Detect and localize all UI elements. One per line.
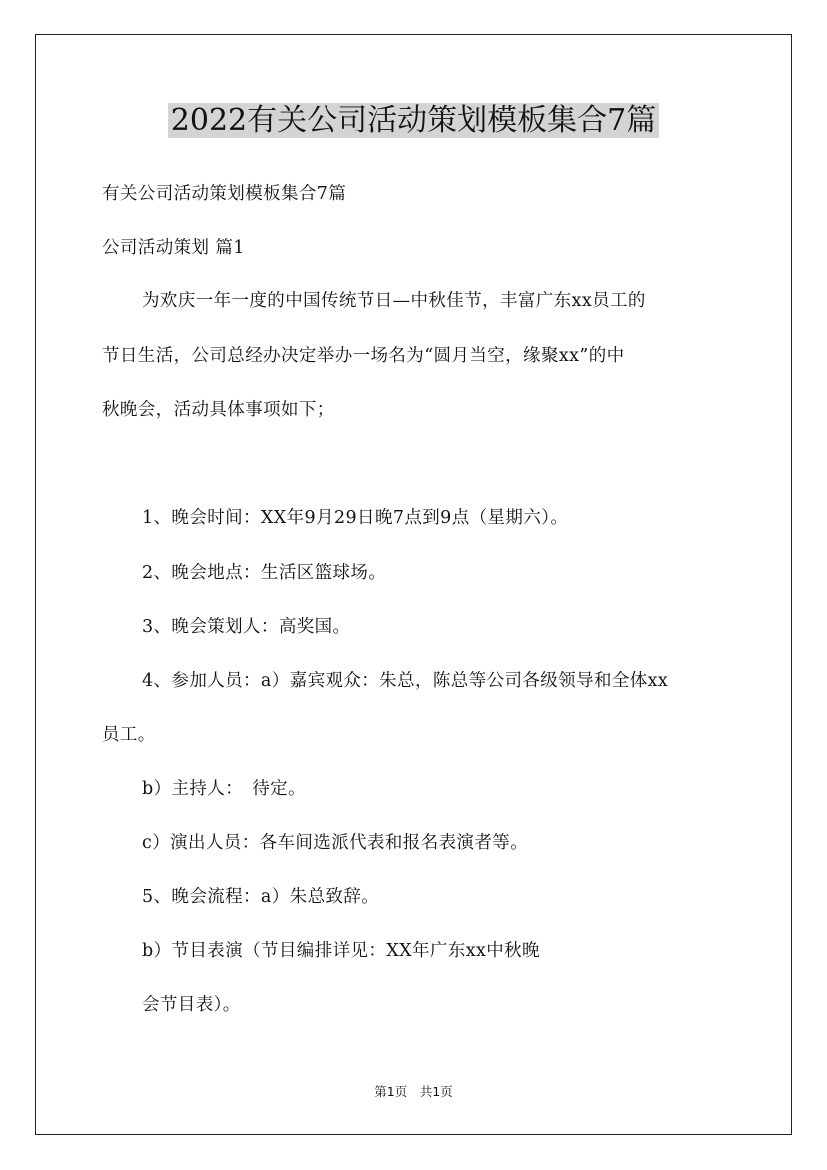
list-item: 2、晚会地点：生活区篮球场。: [142, 563, 387, 583]
list-item: 3、晚会策划人：高奖国。: [142, 617, 351, 637]
paragraph-line: 节日生活，公司总经办决定举办一场名为“圆月当空，缘聚xx”的中: [102, 346, 625, 366]
paragraph-line: 秋晚会，活动具体事项如下；: [102, 400, 335, 420]
subtitle-line: 有关公司活动策划模板集合7篇: [102, 184, 347, 204]
list-item: c）演出人员：各车间选派代表和报名表演者等。: [142, 833, 529, 853]
list-item: b）主持人： 待定。: [142, 779, 306, 799]
list-item: 1、晚会时间：XX年9月29日晚7点到9点（星期六）。: [142, 508, 569, 528]
document-title: [0, 100, 827, 142]
list-item-continuation: 会节目表）。: [142, 995, 241, 1015]
list-item: b）节目表演（节目编排详见：XX年广东xx中秋晚: [142, 941, 540, 961]
list-item: 5、晚会流程：a）朱总致辞。: [142, 887, 380, 907]
paragraph-line: 为欢庆一年一度的中国传统节日—中秋佳节，丰富广东xx员工的: [142, 291, 646, 311]
section-heading: 公司活动策划 篇1: [102, 238, 245, 258]
list-item-continuation: 员工。: [102, 725, 156, 745]
list-item: 4、参加人员：a）嘉宾观众：朱总，陈总等公司各级领导和全体xx: [142, 671, 669, 691]
document-title-text: 2022有关公司活动策划模板集合7篇: [168, 103, 659, 138]
page-number-footer: 第1页 共1页: [374, 1084, 453, 1099]
